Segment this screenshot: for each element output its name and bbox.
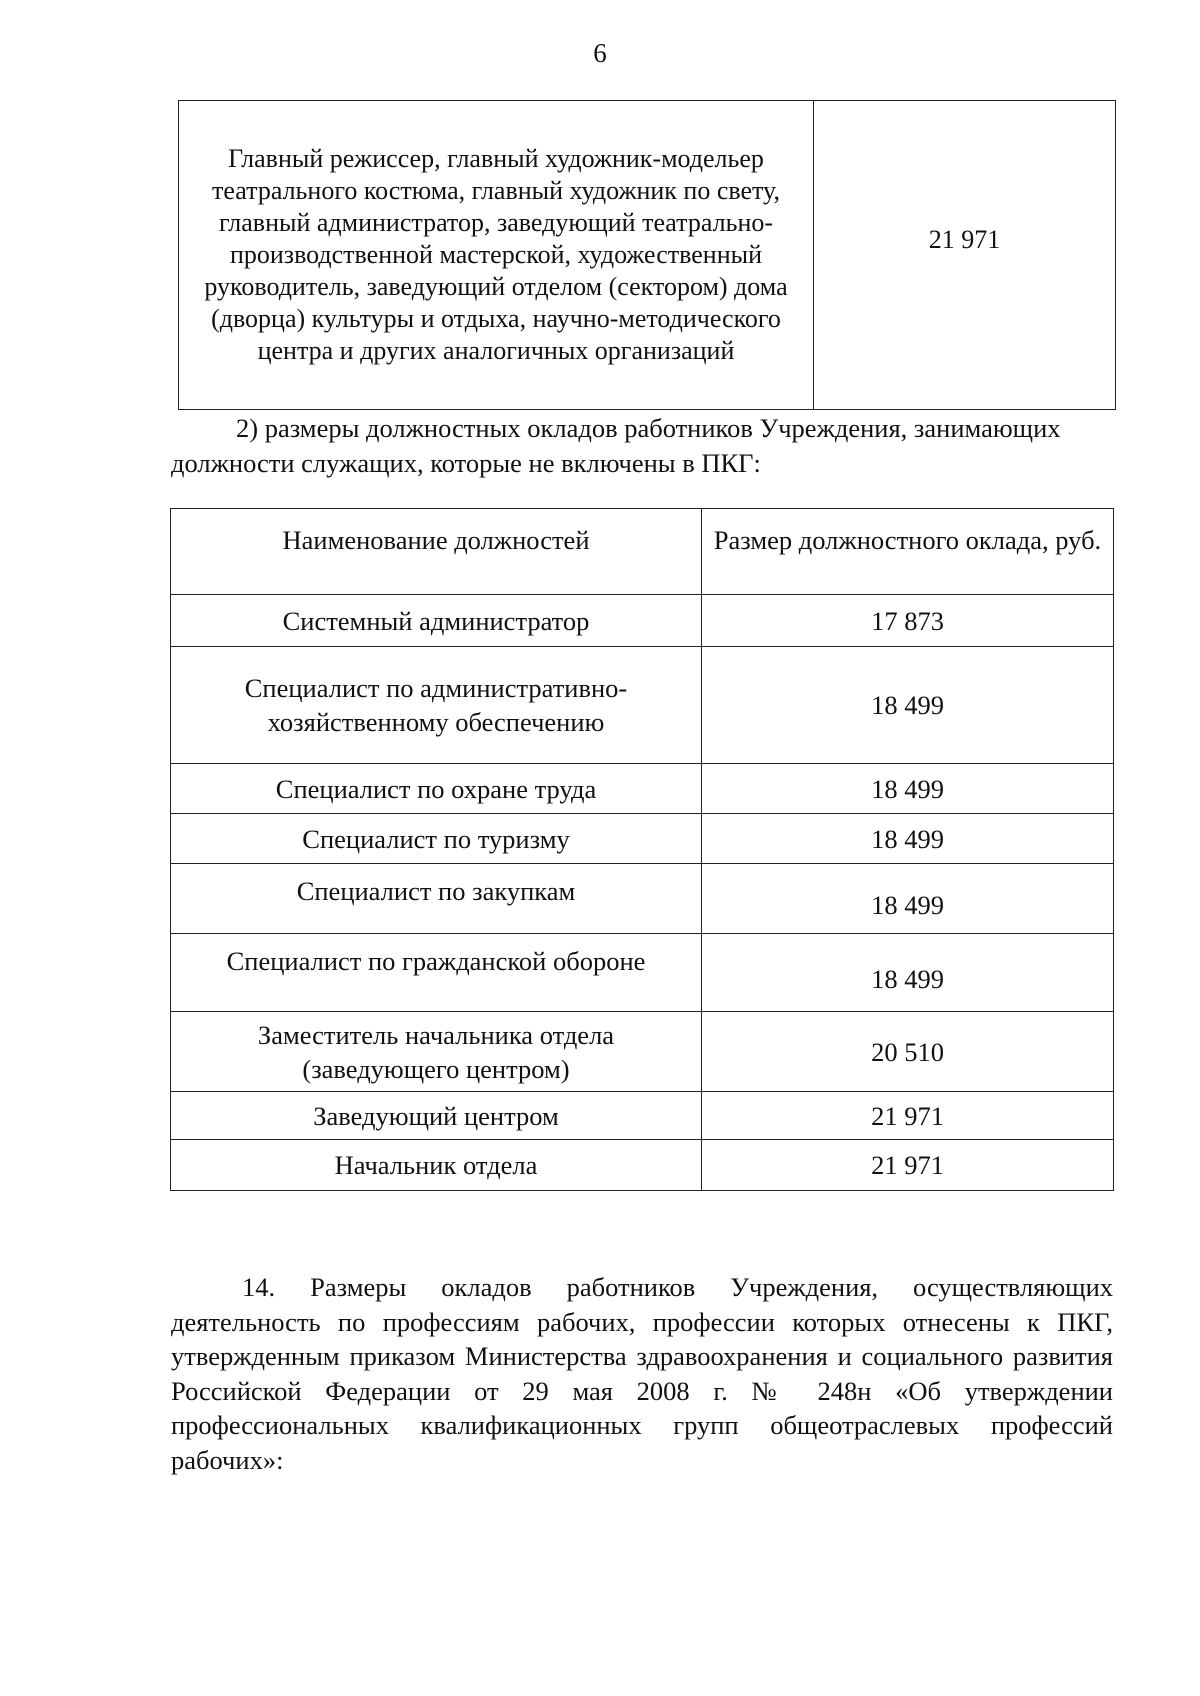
position-cell: Заведующий центром	[171, 1092, 702, 1140]
salary-cell: 21 971	[702, 1140, 1114, 1191]
salary-cell: 18 499	[702, 764, 1114, 814]
clause-14-paragraph: 14. Размеры окладов работников Учреждения, осуществляющих деятельность по профессиям рабочих, профессии которых отнесены к ПКГ, утвержденным приказом Министерства здравоохранения и социального развития Российской Федерации от 29 мая 2008 г. № 248н «Об утверждении профессиональных квалификационных групп общеотраслевых профессий рабочих»:	[171, 1272, 1113, 1475]
position-cell: Системный администратор	[171, 595, 702, 647]
table-row	[171, 934, 1114, 1012]
position-cell: Специалист по гражданской обороне	[171, 934, 702, 1012]
position-cell: Специалист по административно-хозяйственному обеспечению	[171, 647, 702, 764]
table-row	[171, 1012, 1114, 1092]
salary-cell: 18 499	[702, 647, 1114, 764]
page-number: 6	[593, 38, 607, 68]
table-row	[171, 1092, 1114, 1140]
salary-cell: 18 499	[702, 864, 1114, 934]
table-row	[171, 647, 1114, 764]
position-cell: Специалист по туризму	[171, 814, 702, 864]
salary-table	[170, 508, 1114, 1191]
table-row	[179, 101, 1116, 410]
position-cell: Главный режиссер, главный художник-модельер театрального костюма, главный художник по свету, главный администратор, заведующий театрально-производственной мастерской, художественный руководитель, заведующий отделом (сектором) дома (дворца) культуры и отдыха, научно-методического центра и других аналогичных организаций	[179, 101, 814, 410]
continued-salary-table	[178, 100, 1116, 410]
salary-cell: 21 971	[702, 1092, 1114, 1140]
header-position: Наименование должностей	[171, 509, 702, 595]
salary-cell: 17 873	[702, 595, 1114, 647]
position-cell: Специалист по охране труда	[171, 764, 702, 814]
table-row	[171, 814, 1114, 864]
salary-cell: 20 510	[702, 1012, 1114, 1092]
table-row	[171, 764, 1114, 814]
intro-paragraph: 2) размеры должностных окладов работников Учреждения, занимающих должности служащих, которые не включены в ПКГ:	[171, 413, 1061, 478]
table-row	[171, 595, 1114, 647]
position-cell: Специалист по закупкам	[171, 864, 702, 934]
table-row	[171, 864, 1114, 934]
table-row	[171, 1140, 1114, 1191]
position-cell: Начальник отдела	[171, 1140, 702, 1191]
header-salary: Размер должностного оклада, руб.	[702, 509, 1114, 595]
salary-cell: 21 971	[814, 101, 1116, 410]
salary-cell: 18 499	[702, 814, 1114, 864]
position-cell: Заместитель начальника отдела (заведующего центром)	[171, 1012, 702, 1092]
table-header-row	[171, 509, 1114, 595]
salary-cell: 18 499	[702, 934, 1114, 1012]
